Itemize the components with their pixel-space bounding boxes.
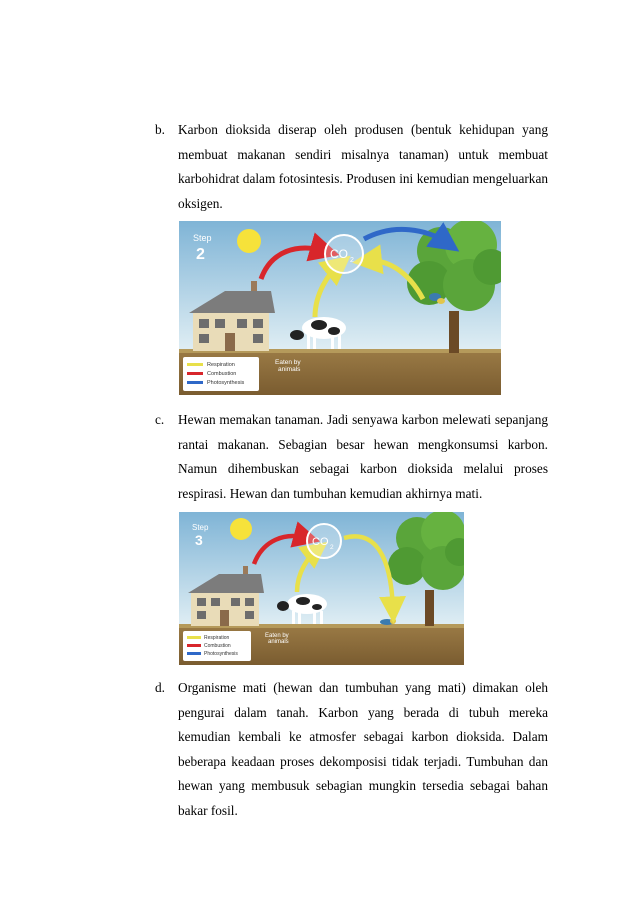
eaten-label-line1: Eaten by bbox=[275, 359, 301, 366]
sun-icon bbox=[230, 518, 252, 540]
eaten-label-line2: animals bbox=[268, 639, 289, 645]
carbon-cycle-figure-step-2 bbox=[179, 221, 501, 395]
step-number: 3 bbox=[195, 532, 203, 548]
list-item-text: Organisme mati (hewan dan tumbuhan yang mati) dimakan oleh pengurai dalam tanah. Karbon yang berada di tubuh mereka kemudian kembali ke atmosfer sebagai karbon dioksida. Dalam beberapa keadaan proses dekomposisi tidak terjadi. Tumbuhan dan hewan yang membusuk sebagian mungkin tersedia sebagai bahan bakar fosil. bbox=[178, 680, 548, 818]
list-item-b bbox=[155, 118, 548, 216]
carbon-cycle-figure-step-3 bbox=[179, 512, 464, 665]
eaten-label-line2: animals bbox=[278, 366, 301, 373]
legend-respiration: Respiration bbox=[207, 362, 235, 368]
list-marker: d. bbox=[155, 680, 165, 695]
step-number: 2 bbox=[196, 246, 205, 263]
co2-subscript: 2 bbox=[330, 544, 334, 551]
sun-icon bbox=[237, 229, 261, 253]
legend bbox=[183, 631, 251, 661]
legend bbox=[183, 357, 259, 391]
legend-combustion: Combustion bbox=[207, 371, 237, 377]
co2-label: CO bbox=[330, 247, 348, 261]
list-item-text: Hewan memakan tanaman. Jadi senyawa karbon melewati sepanjang rantai makanan. Sebagian besar hewan mengkonsumsi karbon. Namun dihembuskan sebagai karbon dioksida melalui proses respirasi. Hewan dan tumbuhan kemudian akhirnya mati. bbox=[178, 412, 548, 501]
step-word: Step bbox=[192, 523, 209, 532]
legend-respiration: Respiration bbox=[204, 635, 230, 641]
legend-photosynthesis: Photosynthesis bbox=[204, 651, 238, 657]
list-item-c bbox=[155, 408, 548, 506]
co2-subscript: 2 bbox=[350, 257, 354, 264]
list-marker: b. bbox=[155, 122, 165, 137]
step-word: Step bbox=[193, 233, 212, 243]
legend-photosynthesis: Photosynthesis bbox=[207, 380, 245, 386]
list-marker: c. bbox=[155, 412, 165, 427]
list-item-text: Karbon dioksida diserap oleh produsen (bentuk kehidupan yang membuat makanan sendiri misalnya tanaman) untuk membuat karbohidrat dalam fotosintesis. Produsen ini kemudian mengeluarkan oksigen. bbox=[178, 122, 548, 211]
list-item-d bbox=[155, 676, 548, 823]
co2-label: CO bbox=[312, 536, 329, 548]
legend-combustion: Combustion bbox=[204, 643, 231, 649]
eaten-label-line1: Eaten by bbox=[265, 633, 289, 639]
